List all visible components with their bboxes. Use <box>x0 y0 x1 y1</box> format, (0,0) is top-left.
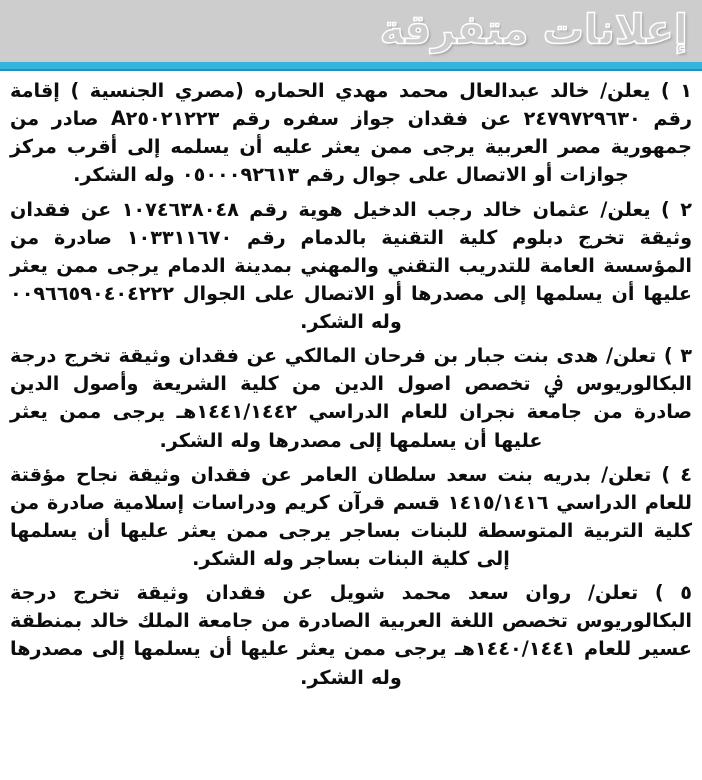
masthead-title: إعلانات متفرقة <box>379 5 688 54</box>
ad-item-3: ٣ ) تعلن/ هدى بنت جبار بن فرحان المالكي عن فقدان وثيقة تخرج درجة البكالوريوس ﰲ تخصص اصول الدين من كلية الشريعة وأصول الدين صادرة من جامعة نجران للعام الدراسي ١٤٤١/١٤٤٢هـ يرجى ممن يعثر عليها أن يسلمها إلى مصدرها وله الشكر. <box>10 344 692 452</box>
ad-item-5: ٥ ) تعلن/ روان سعد محمد شويل عن فقدان وثيقة تخرج درجة البكالوريوس تخصص اللغة العربية الصادرة من جامعة الملك خالد بمنطقة عسير للعام ١٤٤٠/١٤٤١هـ يرجى ممن يعثر عليها أن يسلمها إلى مصدرها وله الشكر. <box>10 581 692 689</box>
ad-item-1: ١ ) يعلن/ خالد عبدالعال محمد مهدي الحماره (مصري الجنسية ) إقامة رقم ٢٤٧٩٧٢٩٦٣٠ عن فقدان جواز سفره رقم A٢٥٠٢١٢٢٣ صادر من جمهورية مصر العربية يرجى ممن يعثر عليه أن يسلمه إلى أقرب مركز جوازات أو الاتصال على جوال رقم ٠٥٠٠٠٩٢٦١٣ وله الشكر. <box>10 79 692 187</box>
ad-item-2: ٢ ) يعلن/ عثمان خالد رجب الدخيل هوية رقم ١٠٧٤٦٣٨٠٤٨ عن فقدان وثيقة تخرج دبلوم كلية التقنية بالدمام رقم ١٠٣٣١١٦٧٠ صادرة من المؤسسة العامة للتدريب التقني والمهني بمدينة الدمام يرجى ممن يعثر عليها أن يسلمها إلى مصدرها أو الاتصال على الجوال ٠٠٩٦٦٥٩٠٤٠٤٢٢٢ وله الشكر. <box>10 197 692 333</box>
accent-rule <box>0 62 702 69</box>
ad-item-4: ٤ ) تعلن/ بدريه بنت سعد سلطان العامر عن فقدان وثيقة نجاح مؤقتة للعام الدراسي ١٤١٥/١٤١٦ قسم قرآن كريم ودراسات إسلامية صادرة من كلية التربية المتوسطة للبنات بساجر يرجى ممن يعثر عليها أن يسلمها إلى كلية البنات بساجر وله الشكر. <box>10 462 693 570</box>
ads-list <box>0 71 702 692</box>
masthead <box>0 0 702 62</box>
